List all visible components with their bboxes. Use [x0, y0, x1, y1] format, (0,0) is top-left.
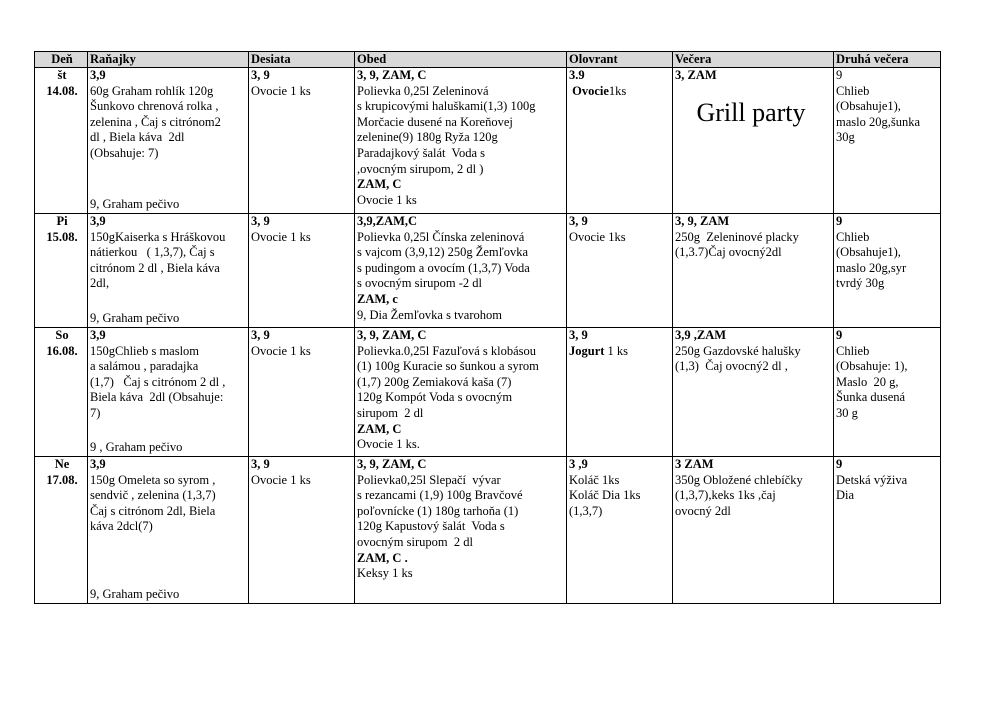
menu-line: maslo 20g,syr — [836, 260, 907, 275]
day-cell — [35, 68, 88, 214]
menu-line: s pudingom a ovocím (1,3,7) Voda — [357, 260, 530, 275]
day-date: 16.08. — [46, 343, 78, 358]
olovrant-cell — [567, 68, 673, 214]
menu-line: maslo 20g,šunka — [836, 114, 921, 129]
grill-party-note: Grill party — [696, 97, 806, 127]
menu-line: Polievka0,25l Slepačí vývar — [357, 472, 501, 487]
desiata-cell — [249, 68, 355, 214]
menu-line: 120g Kapustový šalát Voda s — [357, 519, 505, 534]
menu-line: s krupicovými haluškami(1,3) 100g — [357, 99, 536, 114]
allergen-code: 3, 9 — [569, 328, 588, 342]
ranajky-cell — [88, 457, 249, 604]
allergen-code: 9 — [836, 328, 843, 342]
menu-line: Ovocie 1 ks — [251, 472, 311, 487]
allergen-code: 3 ZAM — [675, 457, 714, 471]
menu-line: Morčacie dusené na Koreňovej — [357, 114, 513, 129]
menu-line: 250g Zeleninové placky — [675, 229, 799, 244]
allergen-code: 3, 9 — [251, 328, 270, 342]
allergen-code: ZAM, C . — [357, 550, 408, 565]
menu-line: zelenine(9) 180g Ryža 120g — [357, 130, 498, 145]
day-date: 15.08. — [46, 229, 78, 244]
allergen-code: ZAM, C — [357, 177, 402, 192]
menu-line: sirupom 2 dl — [357, 405, 424, 420]
menu-footnote: 9 , Graham pečivo — [90, 440, 183, 455]
day-cell — [35, 214, 88, 328]
menu-line: Biela káva 2dl (Obsahuje: — [90, 390, 224, 405]
menu-line: 30 g — [836, 405, 858, 420]
allergen-code: 3,9 ,ZAM — [675, 328, 727, 342]
menu-line: citrónom 2 dl , Biela káva — [90, 260, 220, 275]
allergen-code: 3, ZAM — [675, 68, 717, 82]
menu-footnote: 9, Graham pečivo — [90, 587, 180, 602]
table-row — [35, 68, 941, 214]
obed-cell — [355, 457, 567, 604]
menu-line: 150g Omeleta so syrom , — [90, 472, 216, 487]
allergen-code: 3, 9, ZAM — [675, 214, 730, 228]
obed-cell — [355, 328, 567, 457]
menu-line: 2dl, — [90, 276, 110, 291]
druha-vecera-cell — [834, 328, 941, 457]
menu-line: Ovocie 1 ks — [251, 83, 311, 98]
day-name: Pi — [56, 214, 68, 228]
allergen-code: 9 — [836, 457, 843, 471]
menu-line: káva 2dcl(7) — [90, 519, 153, 534]
allergen-code: 3, 9 — [251, 214, 270, 228]
menu-line: Maslo 20 g, — [836, 374, 899, 389]
menu-line: tvrdý 30g — [836, 276, 885, 291]
menu-line: Ovocie 1 ks — [251, 229, 311, 244]
ranajky-cell — [88, 68, 249, 214]
allergen-code: 3, 9 — [251, 68, 270, 82]
menu-line: Koláč 1ks — [569, 472, 620, 487]
allergen-code: 3, 9, ZAM, C — [357, 328, 427, 342]
menu-line: (Obsahuje1), — [836, 99, 901, 114]
allergen-code: 3,9 — [90, 328, 106, 342]
olovrant-cell — [567, 457, 673, 604]
day-cell — [35, 457, 88, 604]
header-obed: Obed — [355, 52, 567, 68]
menu-line: (1,3) Čaj ovocný2 dl , — [675, 359, 788, 374]
menu-line: a salámou , paradajka — [90, 359, 199, 374]
menu-line: (Obsahuje: 1), — [836, 359, 908, 374]
allergen-code: 3, 9, ZAM, C — [357, 457, 427, 471]
allergen-code: ZAM, C — [357, 421, 402, 436]
menu-line: nátierkou ( 1,3,7), Čaj s — [90, 245, 215, 260]
allergen-code: 3, 9 — [569, 214, 588, 228]
olovrant-cell — [567, 214, 673, 328]
day-name: So — [55, 328, 69, 342]
menu-line: s rezancami (1,9) 100g Bravčové — [357, 488, 523, 503]
menu-line: Detská výživa — [836, 472, 908, 487]
menu-line: ,ovocným sirupom, 2 dl ) — [357, 161, 484, 176]
olovrant-cell — [567, 328, 673, 457]
table-row — [35, 214, 941, 328]
menu-line: 1 ks — [604, 343, 629, 358]
allergen-code: 9 — [836, 68, 843, 82]
menu-line: Chlieb — [836, 229, 870, 244]
menu-line: 250g Gazdovské halušky — [675, 343, 801, 358]
menu-line: 150gKaiserka s Hráškovou — [90, 229, 226, 244]
menu-footnote: 9, Graham pečivo — [90, 311, 180, 326]
menu-line: ovocný 2dl — [675, 503, 731, 518]
menu-line: Chlieb — [836, 343, 870, 358]
menu-line: 150gChlieb s maslom — [90, 343, 200, 358]
menu-line: Ovocie 1 ks — [357, 192, 417, 207]
vecera-cell — [673, 328, 834, 457]
menu-line: s vajcom (3,9,12) 250g Žemľovka — [357, 245, 529, 260]
menu-line: Ovocie 1 ks — [251, 343, 311, 358]
menu-bold-item: Ovocie — [569, 83, 609, 98]
menu-line: (1,7) 200g Zemiaková kaša (7) — [357, 374, 512, 389]
menu-line: 350g Obložené chlebíčky — [675, 472, 803, 487]
allergen-code: 9 — [836, 214, 843, 228]
menu-line: Šunkovo chrenová rolka , — [90, 99, 219, 114]
menu-line: 30g — [836, 130, 855, 145]
allergen-code: 3 ,9 — [569, 457, 588, 471]
menu-line: Čaj s citrónom 2dl, Biela — [90, 503, 216, 518]
day-date: 14.08. — [46, 83, 78, 98]
header-vecera: Večera — [673, 52, 834, 68]
menu-line: (Obsahuje1), — [836, 245, 901, 260]
menu-line: Koláč Dia 1ks — [569, 488, 641, 503]
menu-line: Paradajkový šalát Voda s — [357, 145, 485, 160]
druha-vecera-cell — [834, 68, 941, 214]
table-row — [35, 457, 941, 604]
table-row — [35, 328, 941, 457]
day-date: 17.08. — [46, 472, 78, 487]
day-name: št — [57, 68, 67, 82]
menu-line: (Obsahuje: 7) — [90, 145, 159, 160]
menu-footnote: 9, Graham pečivo — [90, 197, 180, 212]
menu-line: dl , Biela káva 2dl — [90, 130, 185, 145]
desiata-cell — [249, 214, 355, 328]
allergen-code: 3, 9 — [251, 457, 270, 471]
obed-cell — [355, 214, 567, 328]
allergen-code: 3,9 — [90, 68, 106, 82]
menu-line: (1,3,7) — [569, 503, 603, 518]
menu-line: poľovnícke (1) 180g tarhoňa (1) — [357, 503, 519, 518]
menu-line: 60g Graham rohlík 120g — [90, 83, 214, 98]
header-day: Deň — [35, 52, 88, 68]
menu-line: 9, Dia Žemľovka s tvarohom — [357, 307, 502, 322]
ranajky-cell — [88, 214, 249, 328]
vecera-cell — [673, 68, 834, 214]
menu-line: (1,7) Čaj s citrónom 2 dl , — [90, 374, 226, 389]
allergen-code: 3.9 — [569, 68, 585, 82]
menu-line: (1) 100g Kuracie so šunkou a syrom — [357, 359, 539, 374]
menu-line: (1,3,7),keks 1ks ,čaj — [675, 488, 776, 503]
day-name: Ne — [54, 457, 70, 471]
header-ranajky: Raňajky — [88, 52, 249, 68]
allergen-code: 3,9 — [90, 214, 106, 228]
header-desiata: Desiata — [249, 52, 355, 68]
menu-line: 1ks — [608, 83, 627, 98]
menu-line: Šunka dusená — [836, 390, 906, 405]
ranajky-cell — [88, 328, 249, 457]
menu-bold-item: Jogurt — [569, 343, 605, 358]
obed-cell — [355, 68, 567, 214]
day-cell — [35, 328, 88, 457]
menu-line: (1,3.7)Čaj ovocný2dl — [675, 245, 782, 260]
desiata-cell — [249, 457, 355, 604]
menu-line: Ovocie 1ks — [569, 229, 626, 244]
menu-line: Polievka 0,25l Čínska zeleninová — [357, 229, 525, 244]
allergen-code: ZAM, c — [357, 291, 398, 306]
menu-line: 7) — [90, 405, 101, 420]
menu-line: 120g Kompót Voda s ovocným — [357, 390, 513, 405]
weekly-menu-table — [34, 51, 941, 604]
vecera-cell — [673, 457, 834, 604]
allergen-code: 3, 9, ZAM, C — [357, 68, 427, 82]
menu-line: zelenina , Čaj s citrónom2 — [90, 114, 221, 129]
menu-line: Dia — [836, 488, 855, 503]
druha-vecera-cell — [834, 457, 941, 604]
vecera-cell — [673, 214, 834, 328]
header-druha-vecera: Druhá večera — [834, 52, 941, 68]
menu-line: sendvič , zelenina (1,3,7) — [90, 488, 216, 503]
menu-line: Chlieb — [836, 83, 870, 98]
druha-vecera-cell — [834, 214, 941, 328]
header-row — [35, 52, 941, 68]
allergen-code: 3,9 — [90, 457, 106, 471]
menu-line: s ovocným sirupom -2 dl — [357, 276, 482, 291]
menu-line: Ovocie 1 ks. — [357, 437, 420, 452]
menu-line: Polievka.0,25l Fazuľová s klobásou — [357, 343, 537, 358]
menu-line: Polievka 0,25l Zeleninová — [357, 83, 489, 98]
menu-line: Keksy 1 ks — [357, 566, 413, 581]
desiata-cell — [249, 328, 355, 457]
menu-line: ovocným sirupom 2 dl — [357, 534, 473, 549]
header-olovrant: Olovrant — [567, 52, 673, 68]
allergen-code: 3,9,ZAM,C — [357, 214, 418, 228]
